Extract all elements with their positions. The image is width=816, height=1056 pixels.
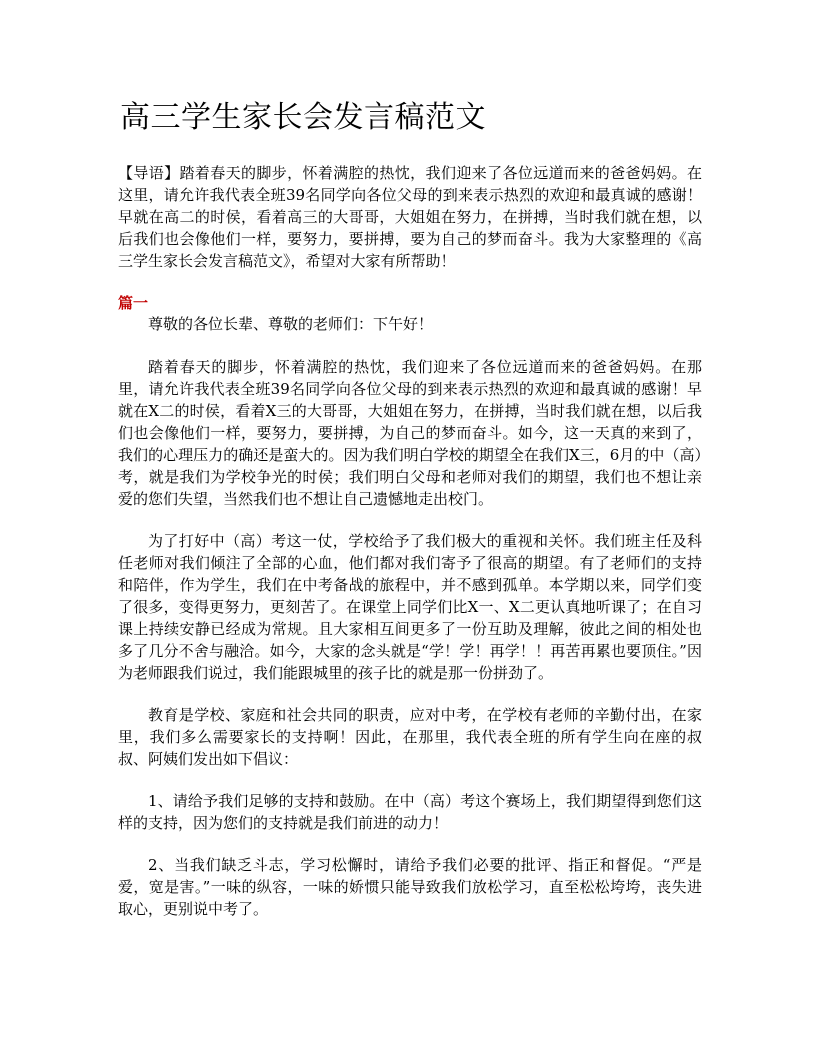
- section-label: 篇一: [118, 294, 149, 312]
- proposal-item: 2、当我们缺乏斗志，学习松懈时，请给予我们必要的批评、指正和督促。“严是爱，宽是害。”一味的纵容，一味的娇惯只能导致我们放松学习，直至松松垮垮，丧失进取心，更别说中考了。: [118, 856, 702, 918]
- document-title: 高三学生家长会发言稿范文: [120, 100, 486, 135]
- proposal-item: 1、请给予我们足够的支持和鼓励。在中（高）考这个赛场上，我们期望得到您们这样的支持，因为您们的支持就是我们前进的动力！: [118, 792, 702, 832]
- body-paragraph: 教育是学校、家庭和社会共同的职责，应对中考，在学校有老师的辛勤付出，在家里，我们多么需要家长的支持啊！因此，在那里，我代表全班的所有学生向在座的叔叔、阿姨们发出如下倡议：: [118, 706, 702, 768]
- body-paragraph: 踏着春天的脚步，怀着满腔的热忱，我们迎来了各位远道而来的爸爸妈妈。在那里，请允许我代表全班39名同学向各位父母的到来表示热烈的欢迎和最真诚的感谢！早就在X二的时侯，看着X三的大哥哥，大姐姐在努力，在拼搏，当时我们就在想，以后我们也会像他们一样，要努力，要拼搏，为自己的梦而奋斗。如今，这一天真的来到了，我们的心理压力的确还是蛮大的。因为我们明白学校的期望全在我们X三，6月的中（高）考，就是我们为学校争光的时侯；我们明白父母和老师对我们的期望，我们也不想让亲爱的您们失望，当然我们也不想让自己遗憾地走出校门。: [118, 358, 702, 508]
- body-paragraph: 为了打好中（高）考这一仗，学校给予了我们极大的重视和关怀。我们班主任及科任老师对我们倾注了全部的心血，他们都对我们寄予了很高的期望。有了老师们的支持和陪伴，作为学生，我们在中考备战的旅程中，并不感到孤单。本学期以来，同学们变了很多，变得更努力，更刻苦了。在课堂上同学们比X一、X二更认真地听课了；在自习课上持续安静已经成为常规。且大家相互间更多了一份互助及理解，彼此之间的相处也多了几分不舍与融洽。如今，大家的念头就是“学！学！再学！！再苦再累也要顶住。”因为老师跟我们说过，我们能跟城里的孩子比的就是那一份拼劲了。: [118, 532, 702, 682]
- intro-paragraph: 【导语】踏着春天的脚步，怀着满腔的热忱，我们迎来了各位远道而来的爸爸妈妈。在这里，请允许我代表全班39名同学向各位父母的到来表示热烈的欢迎和最真诚的感谢！早就在高二的时侯，看着高三的大哥哥，大姐姐在努力，在拼搏，当时我们就在想，以后我们也会像他们一样，要努力，要拼搏，要为自己的梦而奋斗。我为大家整理的《高三学生家长会发言稿范文》，希望对大家有所帮助！: [118, 164, 702, 270]
- greeting-paragraph: 尊敬的各位长辈、尊敬的老师们：下午好！: [148, 315, 434, 333]
- document-page: [118, 96, 702, 940]
